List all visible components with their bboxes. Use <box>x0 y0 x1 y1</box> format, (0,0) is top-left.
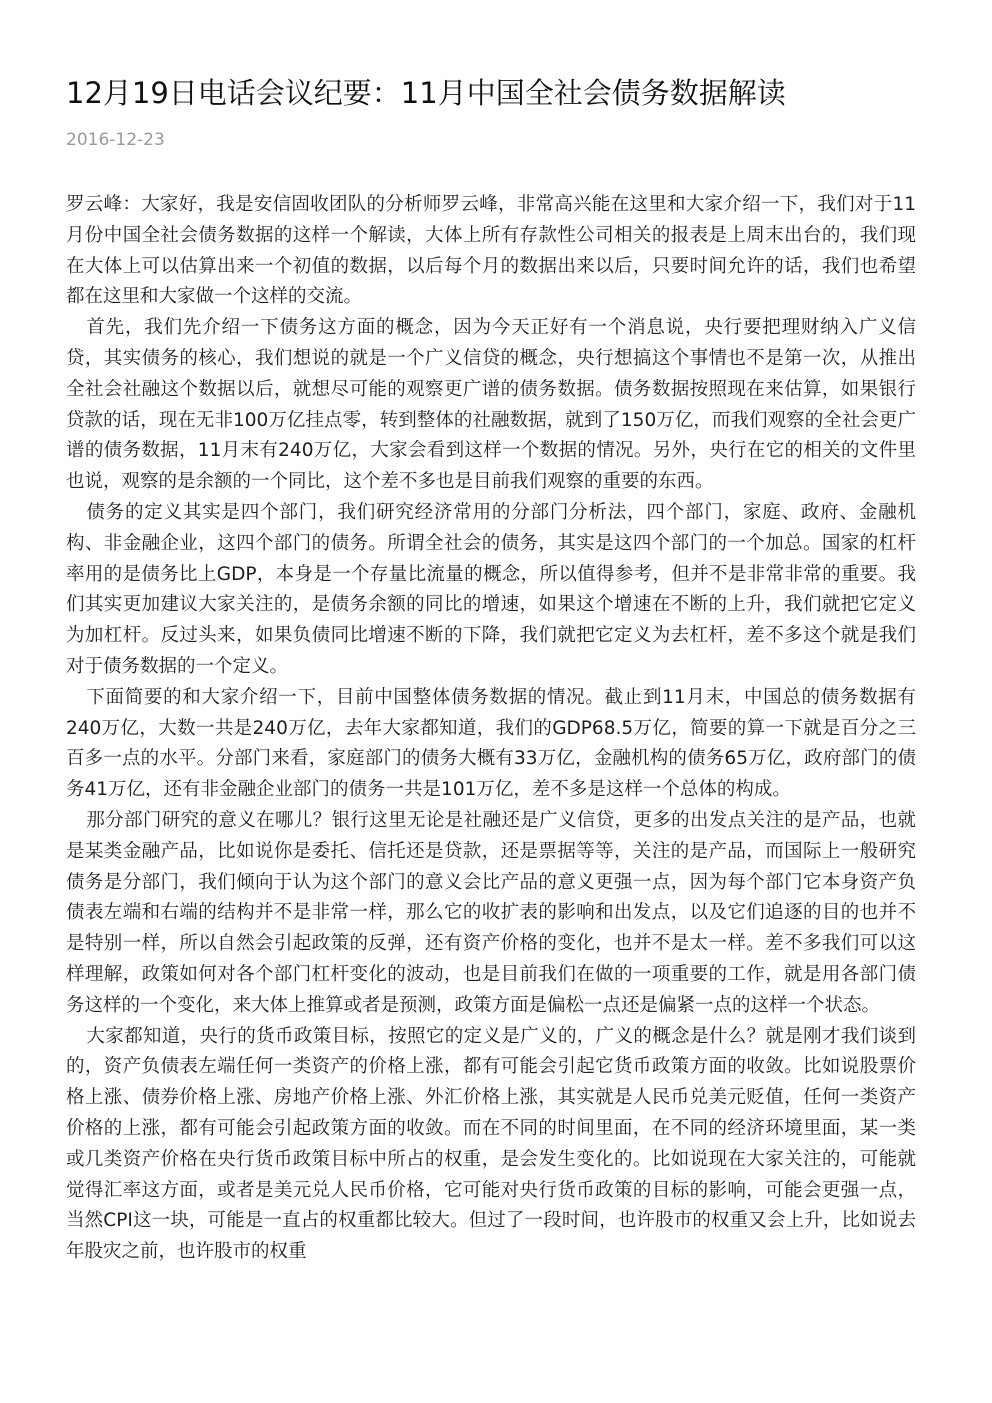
article-title: 12月19日电话会议纪要：11月中国全社会债务数据解读 <box>66 76 786 110</box>
paragraph-4: 下面简要的和大家介绍一下，目前中国整体债务数据的情况。截止到11月末，中国总的债务数据有240万亿，大数一共是240万亿，去年大家都知道，我们的GDP68.5万亿，简要的算一下就是百分之三百多一点的水平。分部门来看，家庭部门的债务大概有33万亿，金融机构的债务65万亿，政府部门的债务41万亿，还有非金融企业部门的债务一共是101万亿，差不多是这样一个总体的构成。 <box>66 686 916 801</box>
paragraph-2: 首先，我们先介绍一下债务这方面的概念，因为今天正好有一个消息说，央行要把理财纳入广义信贷，其实债务的核心，我们想说的就是一个广义信贷的概念，央行想搞这个事情也不是第一次，从推出全社会社融这个数据以后，就想尽可能的观察更广谱的债务数据。债务数据按照现在来估算，如果银行贷款的话，现在无非100万亿挂点零，转到整体的社融数据，就到了150万亿，而我们观察的全社会更广谱的债务数据，11月末有240万亿，大家会看到这样一个数据的情况。另外，央行在它的相关的文件里也说，观察的是余额的一个同比，这个差不多也是目前我们观察的重要的东西。 <box>66 317 916 493</box>
paragraph-1: 罗云峰：大家好，我是安信固收团队的分析师罗云峰，非常高兴能在这里和大家介绍一下，我们对于11月份中国全社会债务数据的这样一个解读，大体上所有存款性公司相关的报表是上周末出台的，我们现在大体上可以估算出来一个初值的数据，以后每个月的数据出来以后，只要时间允许的话，我们也希望都在这里和大家做一个这样的交流。 <box>66 194 916 308</box>
paragraph-3: 债务的定义其实是四个部门，我们研究经济常用的分部门分析法，四个部门，家庭、政府、金融机构、非金融企业，这四个部门的债务。所谓全社会的债务，其实是这四个部门的一个加总。国家的杠杆率用的是债务比上GDP，本身是一个存量比流量的概念，所以值得参考，但并不是非常非常的重要。我们其实更加建议大家关注的，是债务余额的同比的增速，如果这个增速在不断的上升，我们就把它定义为加杠杆。反过头来，如果负债同比增速不断的下降，我们就把它定义为去杠杆，差不多这个就是我们对于债务数据的一个定义。 <box>66 501 916 677</box>
article-body <box>66 190 916 1268</box>
paragraph-6: 大家都知道，央行的货币政策目标，按照它的定义是广义的，广义的概念是什么？就是刚才我们谈到的，资产负债表左端任何一类资产的价格上涨，都有可能会引起它货币政策方面的收敛。比如说股票价格上涨、债券价格上涨、房地产价格上涨、外汇价格上涨，其实就是人民币兑美元贬值，任何一类资产价格的上涨，都有可能会引起政策方面的收敛。而在不同的时间里面，在不同的经济环境里面，某一类或几类资产价格在央行货币政策目标中所占的权重，是会发生变化的。比如说现在大家关注的，可能就觉得汇率这方面，或者是美元兑人民币价格，它可能对央行货币政策的目标的影响，可能会更强一点，当然CPI这一块，可能是一直占的权重都比较大。但过了一段时间，也许股市的权重又会上升，比如说去年股灾之前，也许股市的权重 <box>66 1025 916 1263</box>
paragraph-5: 那分部门研究的意义在哪儿？银行这里无论是社融还是广义信贷，更多的出发点关注的是产品，也就是某类金融产品，比如说你是委托、信托还是贷款，还是票据等等，关注的是产品，而国际上一般研究债务是分部门，我们倾向于认为这个部门的意义会比产品的意义更强一点，因为每个部门它本身资产负债表左端和右端的结构并不是非常一样，那么它的收扩表的影响和出发点，以及它们追逐的目的也并不是特别一样，所以自然会引起政策的反弹，还有资产价格的变化，也并不是太一样。差不多我们可以这样理解，政策如何对各个部门杠杆变化的波动，也是目前我们在做的一项重要的工作，就是用各部门债务这样的一个变化，来大体上推算或者是预测，政策方面是偏松一点还是偏紧一点的这样一个状态。 <box>66 809 916 1016</box>
article-date: 2016-12-23 <box>66 130 165 150</box>
